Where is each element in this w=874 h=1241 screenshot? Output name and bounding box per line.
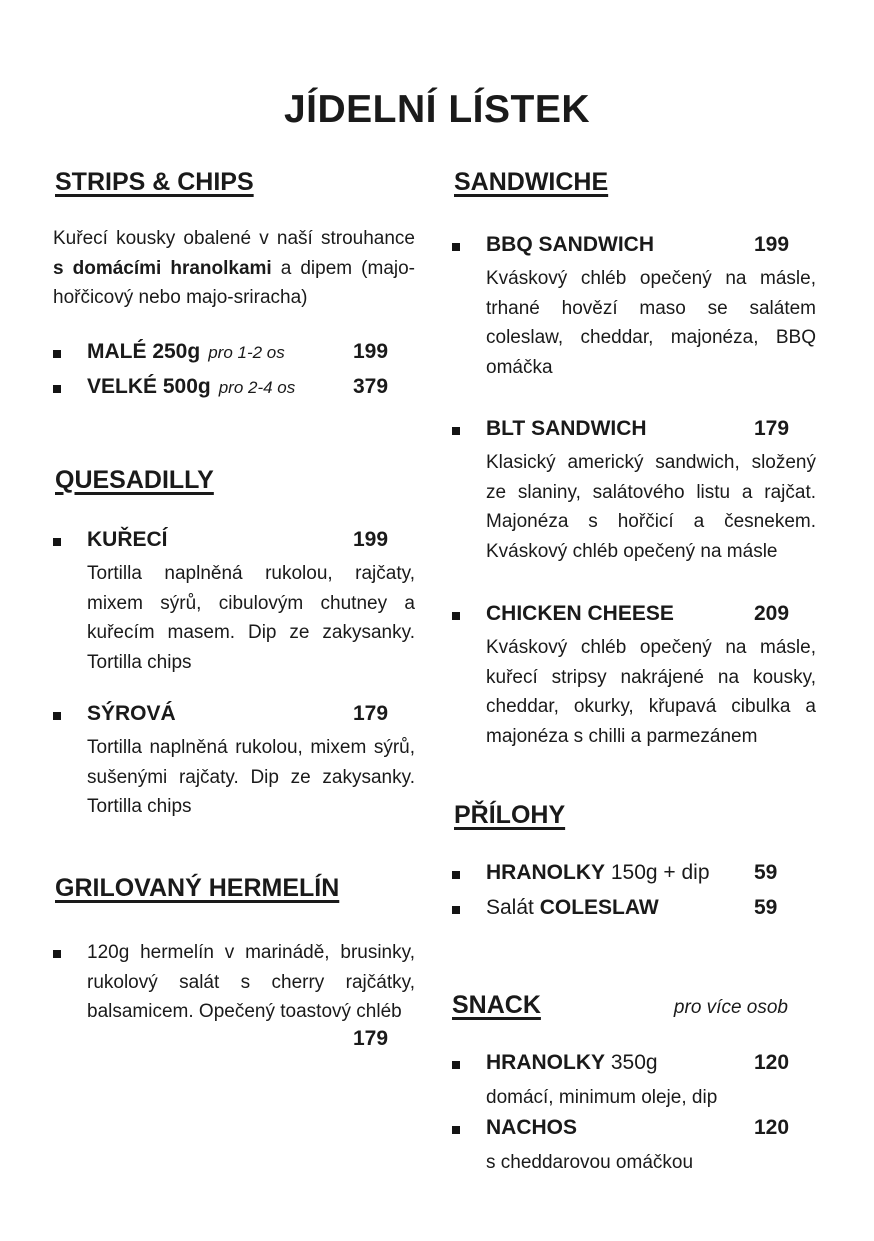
menu-item-blt-sandwich [452, 417, 816, 441]
item-price: 209 [754, 602, 790, 625]
item-price: 179 [353, 1027, 389, 1050]
bullet-square-icon [452, 422, 486, 440]
item-name: KUŘECÍ [87, 528, 168, 551]
item-name: HRANOLKY [486, 861, 605, 884]
menu-item-hranolky-150 [452, 861, 816, 885]
item-price: 179 [353, 702, 389, 725]
bullet-square-icon [53, 345, 87, 363]
menu-item-chicken-cheese [452, 602, 816, 626]
left-column [53, 0, 415, 1241]
bullet-square-icon [452, 901, 486, 919]
section-heading-quesadilly: QUESADILLY [55, 466, 214, 494]
strips-intro-bold: s domácími hranolkami [53, 257, 272, 279]
menu-item-coleslaw [452, 896, 816, 920]
bullet-square-icon [53, 533, 87, 551]
item-price: 199 [353, 340, 389, 363]
menu-item-nachos [452, 1116, 816, 1140]
menu-item-kureci [53, 528, 415, 552]
right-column [452, 0, 816, 1241]
item-name: BBQ SANDWICH [486, 233, 654, 256]
bullet-square-icon [53, 380, 87, 398]
item-price: 199 [754, 233, 790, 256]
strips-intro-paragraph [53, 224, 415, 313]
strips-intro-text-2: a dipem (majo-hořčicový nebo majo-sriracha) [53, 257, 415, 308]
item-portion-note: pro 1-2 os [208, 343, 285, 362]
item-description: 120g hermelín v marinádě, brusinky, rukolový salát s cherry rajčátky, balsamicem. Opečený toastový chléb [87, 942, 415, 1022]
item-name-suffix: 150g + dip [605, 861, 710, 884]
item-price: 59 [754, 896, 778, 919]
section-heading-strips-chips: STRIPS & CHIPS [55, 168, 254, 196]
bullet-square-icon [53, 945, 61, 963]
bullet-square-icon [452, 1056, 486, 1074]
menu-item-hranolky-350 [452, 1051, 816, 1075]
item-description: Kváskový chléb opečený na másle, trhané hovězí maso se salátem coleslaw, cheddar, majonéza, BBQ omáčka [486, 268, 816, 378]
section-heading-hermelin: GRILOVANÝ HERMELÍN [55, 874, 340, 902]
item-description: domácí, minimum oleje, dip [486, 1087, 718, 1108]
item-description: Tortilla naplněná rukolou, mixem sýrů, sušenými rajčaty. Dip ze zakysanky. Tortilla chips [87, 737, 415, 817]
item-name: COLESLAW [539, 896, 659, 919]
item-description: Kváskový chléb opečený na másle, kuřecí stripsy nakrájené na kousky, cheddar, okurky, křupavá cibulka a majonéza s chilli a parmezánem [486, 637, 816, 747]
item-name: MALÉ 250g [87, 340, 201, 363]
menu-item-velke [53, 375, 415, 399]
section-heading-prilohy: PŘÍLOHY [454, 801, 566, 829]
item-name: HRANOLKY [486, 1051, 605, 1074]
item-price: 379 [353, 375, 389, 398]
item-name: BLT SANDWICH [486, 417, 647, 440]
bullet-square-icon [53, 707, 87, 725]
bullet-square-icon [452, 866, 486, 884]
item-description: Klasický americký sandwich, složený ze slaniny, salátového listu a rajčat. Majonéza s hořčicí a česnekem. Kváskový chléb opečený na másle [486, 452, 816, 562]
bullet-square-icon [452, 238, 486, 256]
item-name-prefix: Salát [486, 896, 540, 919]
item-price: 120 [754, 1051, 790, 1074]
strips-intro-text-1: Kuřecí kousky obalené v naší strouhance [53, 228, 415, 249]
menu-item-male [53, 340, 415, 364]
page-title: JÍDELNÍ LÍSTEK [283, 88, 591, 131]
item-name: SÝROVÁ [87, 702, 176, 725]
section-heading-sandwiche: SANDWICHE [454, 168, 609, 196]
item-price: 179 [754, 417, 790, 440]
item-name: NACHOS [486, 1116, 578, 1139]
item-name: VELKÉ 500g [87, 375, 211, 398]
section-heading-snack: SNACK [452, 991, 541, 1019]
item-price: 59 [754, 861, 778, 884]
menu-item-syrova [53, 702, 415, 726]
menu-item-bbq-sandwich [452, 233, 816, 257]
item-name-suffix: 350g [605, 1051, 658, 1074]
item-portion-note: pro 2-4 os [218, 378, 296, 397]
item-name: CHICKEN CHEESE [486, 602, 674, 625]
item-description: s cheddarovou omáčkou [486, 1152, 694, 1173]
item-price: 120 [754, 1116, 790, 1139]
bullet-square-icon [452, 607, 486, 625]
snack-heading-row [452, 991, 816, 1020]
bullet-square-icon [452, 1121, 486, 1139]
snack-note: pro více osob [673, 997, 788, 1018]
item-description: Tortilla naplněná rukolou, rajčaty, mixem sýrů, cibulovým chutney a kuřecím masem. Dip ze zakysanky. Tortilla chips [87, 563, 415, 673]
item-price: 199 [353, 528, 389, 551]
